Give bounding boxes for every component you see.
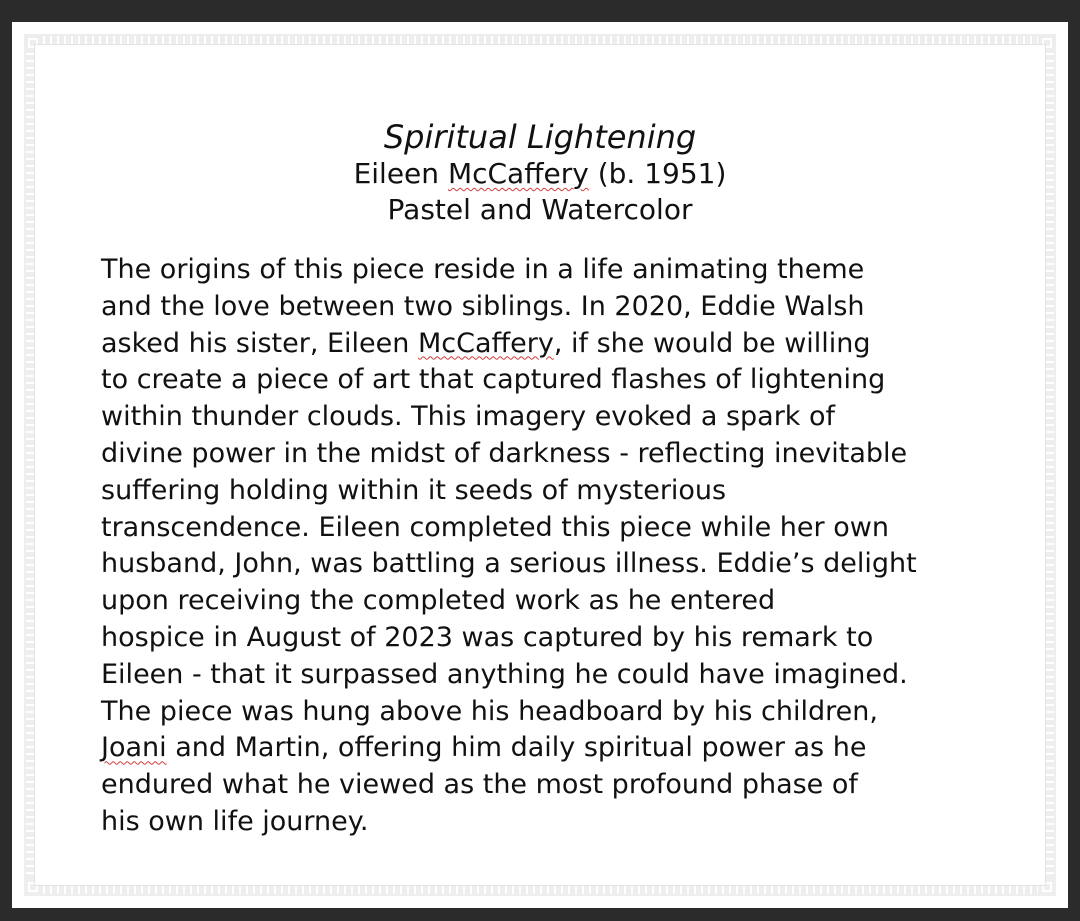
artwork-title: Spiritual Lightening — [383, 118, 697, 156]
description-line: his own life journey. — [101, 805, 369, 837]
description-line-end: , if she would be willing — [553, 327, 871, 359]
description-line: to create a piece of art that captured flashes of lightening — [101, 364, 886, 396]
placard-content-area — [34, 44, 1046, 886]
placard-header — [35, 118, 1045, 228]
artist-line — [35, 156, 1045, 192]
artist-first-name: Eileen — [353, 157, 448, 190]
description-line: within thunder clouds. This imagery evoked a spark of — [101, 401, 836, 433]
description-line: The origins of this piece reside in a life animating theme — [101, 254, 865, 285]
description-line — [101, 730, 1021, 767]
artist-dates: (b. 1951) — [588, 157, 727, 190]
description-text — [101, 252, 1021, 841]
artwork-medium: Pastel and Watercolor — [387, 193, 693, 226]
description-line-start: asked his sister, Eileen — [101, 327, 418, 359]
description-line: suffering holding within it seeds of mysterious — [101, 474, 727, 506]
description-line: upon receiving the completed work as he entered — [101, 585, 776, 617]
child-name-word: Joani — [101, 732, 167, 764]
description-line — [101, 326, 1021, 363]
description-line: endured what he viewed as the most profound phase of — [101, 769, 858, 801]
description-line: Eileen - that it surpassed anything he could have imagined. — [101, 658, 908, 690]
surname-word: McCaffery — [417, 327, 554, 359]
description-line: and the love between two siblings. In 2020, Eddie Walsh — [101, 290, 865, 322]
description-line: hospice in August of 2023 was captured by his remark to — [101, 621, 874, 653]
description-line: divine power in the midst of darkness - reflecting inevitable — [101, 437, 908, 469]
artist-surname: McCaffery — [447, 157, 589, 190]
description-line: The piece was hung above his headboard by his children, — [101, 695, 878, 727]
description-line: husband, John, was battling a serious illness. Eddie’s delight — [101, 548, 917, 580]
placard-sheet — [12, 22, 1068, 908]
description-line-end: and Martin, offering him daily spiritual power as he — [166, 732, 867, 764]
description-line: transcendence. Eileen completed this piece while her own — [101, 511, 889, 543]
